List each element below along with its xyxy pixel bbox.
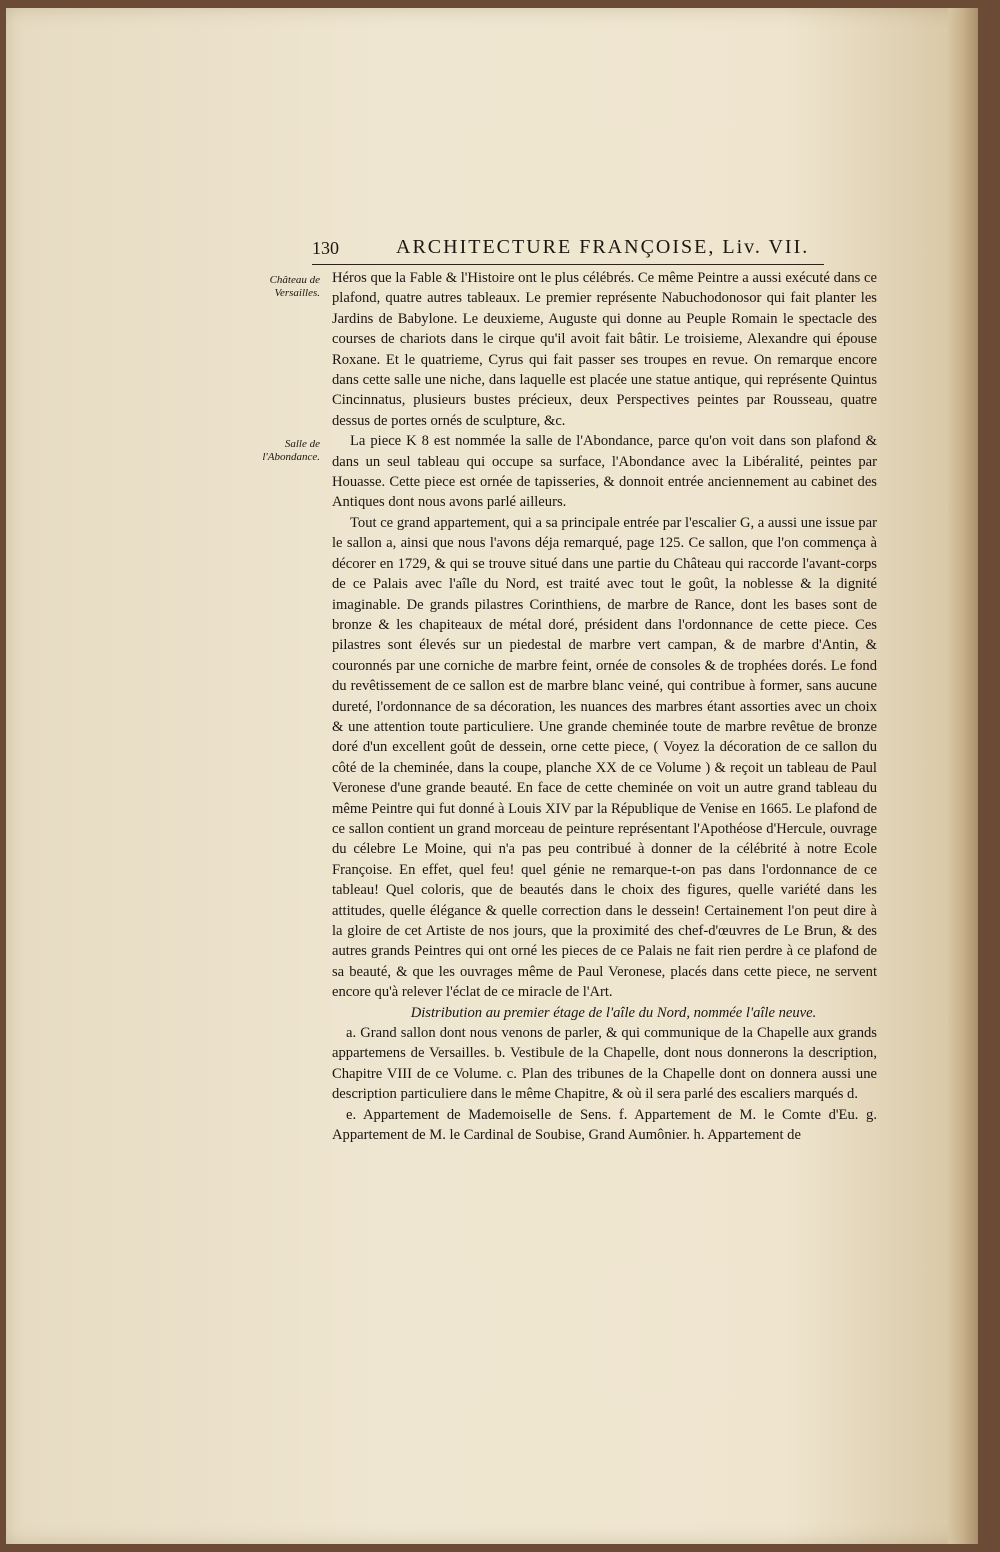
page-number: 130 (312, 238, 339, 258)
section-title: Distribution au premier étage de l'aîle du Nord, nommée l'aîle neuve. (410, 1004, 817, 1021)
paragraph-3: Tout ce grand appartement, qui a sa principale entrée par l'escalier G, a aussi une issue par le sallon a, ainsi que nous l'avons déja remarqué, page 125. Ce sallon, que l'on commença à décorer en 1729, & qui se trouve situé dans une partie du Château qui raccorde l'avant-corps de ce Palais avec l'aîle du Nord, est traité avec tout le goût, la noblesse & la dignité imaginable. De grands pilastres Corinthiens, de marbre de Rance, dont les bases sont de bronze & les chapiteaux de métal doré, président dans l'ordonnance de cette piece. Ces pilastres sont élevés sur un piedestal de marbre vert campan, & de marbre d'Antin, & couronnés par une corniche de marbre feint, ornée de consoles & de trophées dorés. Le fond du revêtissement de ce sallon est de marbre blanc veiné, qui contribue à former, sans aucune dureté, l'ordonnance de sa décoration, les nuances des marbres étant assorties avec un choix & une attention toute particuliere. Une grande cheminée toute de marbre revêtue de bronze doré d'un excellent goût de dessein, orne cette piece, ( Voyez la décoration de ce sallon du côté de la cheminée, dans la coupe, planche XX de ce Volume ) & reçoit un tableau de Paul Veronese d'une grande beauté. En face de cette cheminée on voit un autre grand tableau du même Peintre qui fut donné à Louis XIV par la République de Venise en 1665. Le plafond de ce sallon contient un grand morceau de peinture représentant l'Apothéose d'Hercule, ouvrage du célebre Le Moine, qui n'a pas peu contribué à donner de la célébrité à notre Ecole Françoise. En effet, quel feu! quel génie ne remarque-t-on pas dans l'ordonnance de ce tableau! Quel coloris, que de beautés dans le choix des figures, quelle variété dans les attitudes, quelle élégance & quelle correction dans le dessein! Certainement l'on peut dire à la gloire de cet Artiste de nos jours, que la proximité des chef-d'œuvres de Le Brun, & des autres grands Peintres qui ont orné les pieces de ce Palais ne fait rien perdre à ce plafond de sa beauté, & que les ouvrages même de Paul Veronese, placés dans cette piece, ne servent encore qu'à relever l'éclat de ce miracle de l'Art. (332, 514, 877, 1001)
list-item: a. Grand sallon dont nous venons de parler, & qui communique de la Chapelle aux grands appartemens de Versailles. b. Vestibule de la Chapelle, dont nous donnerons la description, Chapitre VIII de ce Volume. c. Plan des tribunes de la Chapelle dont on donnera aussi une description particuliere dans le même Chapitre, & où il sera parlé des escaliers marqués d. (332, 1025, 877, 1103)
page-header (312, 236, 824, 265)
margin-note-abondance: Salle de l'Abondance. (262, 438, 320, 463)
paragraph-2: La piece K 8 est nommée la salle de l'Abondance, parce qu'on voit dans son plafond & dans un seul tableau qui occupe sa surface, l'Abondance avec la Libéralité, peintes par Houasse. Cette piece est ornée de tapisseries, & donnoit entrée anciennement au cabinet des Antiques dont nous avons parlé ailleurs. (332, 433, 877, 511)
margin-note-versailles: Château de Versailles. (269, 274, 320, 299)
distribution-list (332, 1023, 877, 1145)
list-item: e. Appartement de Mademoiselle de Sens. f. Appartement de M. le Comte d'Eu. g. Appartement de M. le Cardinal de Soubise, Grand Aumônier. h. Appartement de (332, 1106, 877, 1144)
body-text (332, 268, 877, 1145)
running-title: ARCHITECTURE FRANÇOISE, Liv. VII. (396, 236, 810, 258)
book-spine (948, 8, 978, 1544)
paragraph-1: Héros que la Fable & l'Histoire ont le plus célébrés. Ce même Peintre a aussi exécuté dans ce plafond, quatre autres tableaux. Le premier représente Nabuchodonosor qui fait planter les Jardins de Babylone. Le deuxieme, Auguste qui donne au Peuple Romain le spectacle des courses de chariots dans le cirque qu'il avoit fait bâtir. Le troisieme, Alexandre qui épouse Roxane. Et le quatrieme, Cyrus qui fait passer ses troupes en revue. On remarque encore dans cette salle une niche, dans laquelle est placée une statue antique, qui représente Quintus Cincinnatus, plusieurs bustes précieux, deux Perspectives peintes par Rousseau, quatre dessus de portes ornés de sculpture, &c. (332, 270, 877, 429)
